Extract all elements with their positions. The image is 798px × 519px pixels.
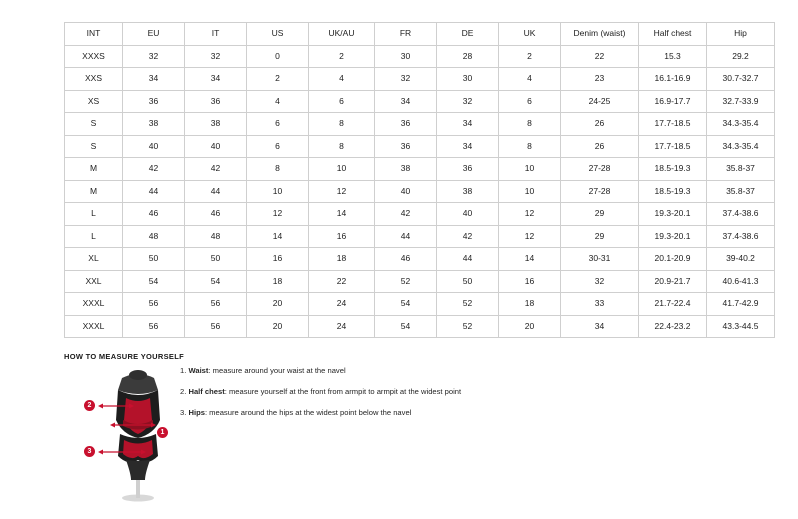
cell-it: 40 (185, 135, 247, 158)
cell-de: 52 (437, 315, 499, 338)
step-text-hips: : measure around the hips at the widest point below the navel (204, 407, 412, 417)
cell-de: 42 (437, 225, 499, 248)
cell-us: 8 (247, 158, 309, 181)
cell-uk: 4 (499, 68, 561, 91)
cell-us: 6 (247, 135, 309, 158)
cell-de: 36 (437, 158, 499, 181)
table-row (65, 113, 775, 136)
cell-uk-au: 2 (309, 45, 375, 68)
cell-int: L (65, 203, 123, 226)
cell-denim-waist: 33 (561, 293, 639, 316)
cell-us: 2 (247, 68, 309, 91)
measure-step-waist (180, 366, 600, 376)
cell-uk-au: 14 (309, 203, 375, 226)
cell-uk-au: 6 (309, 90, 375, 113)
cell-uk-au: 16 (309, 225, 375, 248)
cell-uk: 8 (499, 113, 561, 136)
measure-badge-3: 3 (84, 446, 95, 457)
how-to-measure-heading: HOW TO MEASURE YOURSELF (64, 352, 184, 361)
cell-uk-au: 18 (309, 248, 375, 271)
table-row (65, 248, 775, 271)
cell-denim-waist: 24-25 (561, 90, 639, 113)
cell-hip: 35.8-37 (707, 158, 775, 181)
cell-hip: 43.3-44.5 (707, 315, 775, 338)
cell-it: 50 (185, 248, 247, 271)
cell-it: 48 (185, 225, 247, 248)
cell-de: 30 (437, 68, 499, 91)
cell-fr: 42 (375, 203, 437, 226)
column-header-uk: UK (499, 23, 561, 46)
cell-it: 56 (185, 315, 247, 338)
step-text-waist: : measure around your waist at the navel (208, 366, 346, 375)
cell-it: 54 (185, 270, 247, 293)
cell-uk: 18 (499, 293, 561, 316)
cell-us: 12 (247, 203, 309, 226)
measure-badge-1: 1 (157, 427, 168, 438)
column-header-de: DE (437, 23, 499, 46)
table-row (65, 270, 775, 293)
cell-uk-au: 12 (309, 180, 375, 203)
cell-half-chest: 21.7-22.4 (639, 293, 707, 316)
cell-eu: 42 (123, 158, 185, 181)
cell-uk: 12 (499, 203, 561, 226)
cell-fr: 36 (375, 113, 437, 136)
cell-half-chest: 20.9-21.7 (639, 270, 707, 293)
cell-denim-waist: 29 (561, 203, 639, 226)
cell-de: 40 (437, 203, 499, 226)
column-header-us: US (247, 23, 309, 46)
cell-uk-au: 4 (309, 68, 375, 91)
cell-eu: 38 (123, 113, 185, 136)
cell-eu: 56 (123, 315, 185, 338)
cell-fr: 46 (375, 248, 437, 271)
table-row (65, 45, 775, 68)
cell-int: S (65, 113, 123, 136)
cell-us: 14 (247, 225, 309, 248)
cell-eu: 50 (123, 248, 185, 271)
table-row (65, 135, 775, 158)
cell-eu: 36 (123, 90, 185, 113)
column-header-uk-au: UK/AU (309, 23, 375, 46)
cell-de: 44 (437, 248, 499, 271)
cell-uk: 2 (499, 45, 561, 68)
cell-de: 34 (437, 113, 499, 136)
column-header-hip: Hip (707, 23, 775, 46)
cell-it: 38 (185, 113, 247, 136)
cell-half-chest: 22.4-23.2 (639, 315, 707, 338)
cell-de: 28 (437, 45, 499, 68)
cell-hip: 34.3-35.4 (707, 135, 775, 158)
cell-eu: 56 (123, 293, 185, 316)
cell-denim-waist: 26 (561, 113, 639, 136)
cell-it: 34 (185, 68, 247, 91)
cell-uk-au: 22 (309, 270, 375, 293)
cell-fr: 32 (375, 68, 437, 91)
cell-denim-waist: 32 (561, 270, 639, 293)
table-row (65, 180, 775, 203)
cell-fr: 36 (375, 135, 437, 158)
cell-uk: 16 (499, 270, 561, 293)
cell-half-chest: 17.7-18.5 (639, 113, 707, 136)
cell-denim-waist: 30-31 (561, 248, 639, 271)
cell-de: 50 (437, 270, 499, 293)
measure-badge-2: 2 (84, 400, 95, 411)
column-header-half-chest: Half chest (639, 23, 707, 46)
cell-it: 44 (185, 180, 247, 203)
cell-int: XXXS (65, 45, 123, 68)
cell-uk: 6 (499, 90, 561, 113)
table-row (65, 68, 775, 91)
cell-us: 10 (247, 180, 309, 203)
cell-half-chest: 19.3-20.1 (639, 203, 707, 226)
cell-it: 36 (185, 90, 247, 113)
cell-it: 46 (185, 203, 247, 226)
cell-uk-au: 8 (309, 113, 375, 136)
cell-half-chest: 16.9-17.7 (639, 90, 707, 113)
measurement-instructions (180, 366, 600, 429)
column-header-int: INT (65, 23, 123, 46)
cell-denim-waist: 34 (561, 315, 639, 338)
cell-denim-waist: 27-28 (561, 158, 639, 181)
column-header-eu: EU (123, 23, 185, 46)
mannequin-illustration (82, 368, 194, 503)
cell-fr: 30 (375, 45, 437, 68)
cell-fr: 34 (375, 90, 437, 113)
cell-uk: 14 (499, 248, 561, 271)
column-header-fr: FR (375, 23, 437, 46)
size-chart-container (64, 22, 759, 338)
cell-uk: 20 (499, 315, 561, 338)
cell-it: 32 (185, 45, 247, 68)
cell-us: 0 (247, 45, 309, 68)
cell-hip: 39-40.2 (707, 248, 775, 271)
table-row (65, 90, 775, 113)
cell-eu: 46 (123, 203, 185, 226)
cell-int: L (65, 225, 123, 248)
cell-denim-waist: 22 (561, 45, 639, 68)
cell-half-chest: 20.1-20.9 (639, 248, 707, 271)
step-text-half-chest: : measure yourself at the front from armpit to armpit at the widest point (224, 386, 462, 396)
cell-hip: 32.7-33.9 (707, 90, 775, 113)
cell-int: S (65, 135, 123, 158)
cell-us: 6 (247, 113, 309, 136)
measure-step-hips (180, 408, 600, 418)
cell-half-chest: 19.3-20.1 (639, 225, 707, 248)
cell-denim-waist: 26 (561, 135, 639, 158)
cell-it: 56 (185, 293, 247, 316)
cell-fr: 54 (375, 315, 437, 338)
cell-int: M (65, 158, 123, 181)
cell-uk: 10 (499, 180, 561, 203)
table-row (65, 203, 775, 226)
cell-eu: 54 (123, 270, 185, 293)
step-number-1: 1. (180, 366, 187, 375)
cell-us: 18 (247, 270, 309, 293)
cell-us: 16 (247, 248, 309, 271)
cell-hip: 37.4-38.6 (707, 203, 775, 226)
table-header-row (65, 23, 775, 46)
cell-hip: 35.8-37 (707, 180, 775, 203)
measurement-figure (82, 368, 194, 503)
cell-int: XXL (65, 270, 123, 293)
cell-int: XL (65, 248, 123, 271)
cell-half-chest: 16.1-16.9 (639, 68, 707, 91)
cell-denim-waist: 23 (561, 68, 639, 91)
cell-hip: 40.6-41.3 (707, 270, 775, 293)
cell-eu: 48 (123, 225, 185, 248)
cell-denim-waist: 27-28 (561, 180, 639, 203)
cell-uk-au: 8 (309, 135, 375, 158)
measure-step-half-chest (180, 387, 600, 397)
cell-int: XXS (65, 68, 123, 91)
step-number-2: 2. (180, 386, 187, 396)
step-number-3: 3. (180, 407, 187, 417)
cell-int: XS (65, 90, 123, 113)
cell-uk: 12 (499, 225, 561, 248)
column-header-denim-waist: Denim (waist) (561, 23, 639, 46)
cell-uk-au: 10 (309, 158, 375, 181)
table-row (65, 293, 775, 316)
cell-hip: 34.3-35.4 (707, 113, 775, 136)
cell-uk: 8 (499, 135, 561, 158)
cell-int: M (65, 180, 123, 203)
cell-us: 20 (247, 293, 309, 316)
cell-fr: 52 (375, 270, 437, 293)
cell-eu: 32 (123, 45, 185, 68)
cell-it: 42 (185, 158, 247, 181)
cell-denim-waist: 29 (561, 225, 639, 248)
cell-de: 32 (437, 90, 499, 113)
cell-eu: 34 (123, 68, 185, 91)
cell-de: 34 (437, 135, 499, 158)
table-body (65, 45, 775, 338)
step-term-waist: Waist (188, 366, 209, 375)
cell-uk: 10 (499, 158, 561, 181)
cell-fr: 54 (375, 293, 437, 316)
cell-eu: 44 (123, 180, 185, 203)
cell-half-chest: 18.5-19.3 (639, 158, 707, 181)
table-row (65, 225, 775, 248)
cell-us: 20 (247, 315, 309, 338)
cell-hip: 37.4-38.6 (707, 225, 775, 248)
cell-hip: 29.2 (707, 45, 775, 68)
cell-hip: 30.7-32.7 (707, 68, 775, 91)
cell-hip: 41.7-42.9 (707, 293, 775, 316)
cell-eu: 40 (123, 135, 185, 158)
size-conversion-table (64, 22, 775, 338)
cell-fr: 40 (375, 180, 437, 203)
table-row (65, 158, 775, 181)
cell-half-chest: 18.5-19.3 (639, 180, 707, 203)
table-header (65, 23, 775, 46)
cell-int: XXXL (65, 293, 123, 316)
step-term-hips: Hips (188, 407, 205, 417)
cell-half-chest: 17.7-18.5 (639, 135, 707, 158)
step-term-half-chest: Half chest (188, 386, 225, 396)
cell-int: XXXL (65, 315, 123, 338)
cell-us: 4 (247, 90, 309, 113)
cell-half-chest: 15.3 (639, 45, 707, 68)
table-row (65, 315, 775, 338)
column-header-it: IT (185, 23, 247, 46)
cell-de: 52 (437, 293, 499, 316)
cell-uk-au: 24 (309, 315, 375, 338)
cell-fr: 44 (375, 225, 437, 248)
cell-fr: 38 (375, 158, 437, 181)
cell-de: 38 (437, 180, 499, 203)
cell-uk-au: 24 (309, 293, 375, 316)
